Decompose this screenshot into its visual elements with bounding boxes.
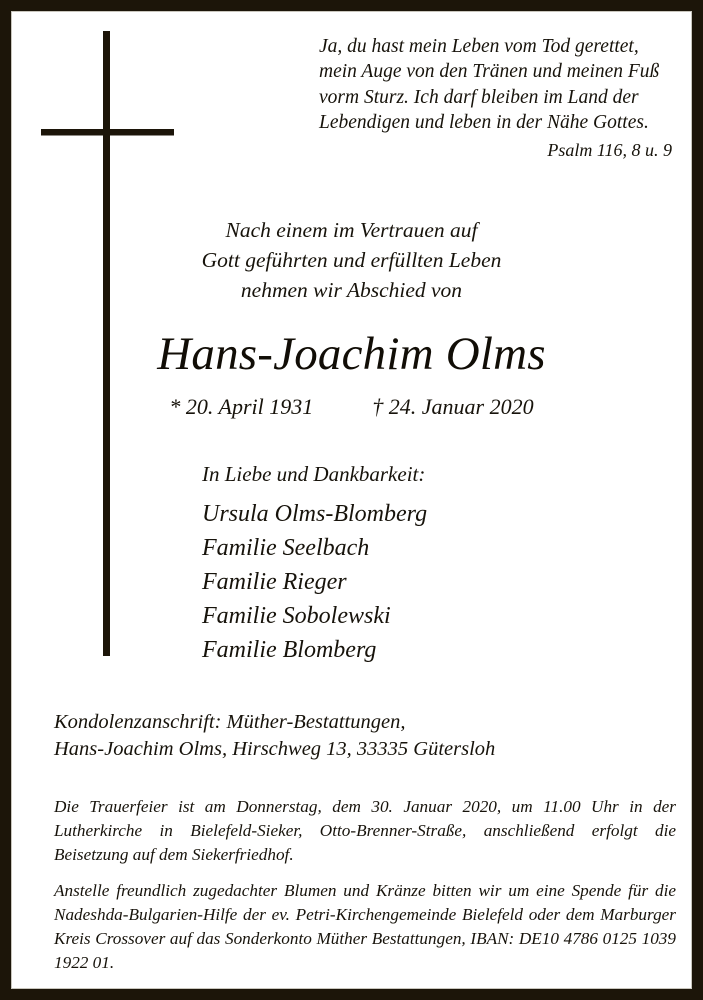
survivor-item: Familie Blomberg (202, 637, 377, 663)
donation-info: Anstelle freundlich zugedachter Blumen und Kränze bitten wir um eine Spende für die Nadeshda-Bulgarien-Hilfe der ev. Petri-Kirchengemeinde Bielefeld oder dem Marburger Kreis Crossover auf das Sonderkonto Müther Bestattungen, IBAN: DE10 4786 0125 1039 1922 01. (54, 881, 676, 972)
funeral-service-info: Die Trauerfeier ist am Donnerstag, dem 30. Januar 2020, um 11.00 Uhr in der Lutherkirche in Bielefeld-Sieker, Otto-Brenner-Straße, anschließend erfolgt die Beisetzung auf dem Siekerfriedhof. (54, 797, 676, 864)
intro-line-1: Nach einem im Vertrauen auf (225, 218, 478, 242)
condolence-line-1: Kondolenzanschrift: Müther-Bestattungen, (54, 711, 406, 733)
scripture-line-4: Ich darf bleiben im Land der Lebendigen (319, 86, 639, 134)
scripture-line-5: und leben in der Nähe Gottes. (414, 112, 649, 134)
condolence-address (54, 709, 674, 763)
survivor-item: Familie Rieger (202, 569, 347, 595)
obituary-inner-frame (11, 11, 692, 989)
scripture-line-3: und meinen Fuß vorm Sturz. (319, 61, 660, 108)
intro-line-3: nehmen wir Abschied von (240, 278, 463, 302)
scripture-quote (319, 34, 672, 163)
birth-date: * 20. April 1931 (169, 394, 314, 419)
survivor-item: Familie Seelbach (202, 535, 370, 561)
condolence-line-2: Hans-Joachim Olms, Hirschweg 13, 33335 Gütersloh (54, 738, 496, 760)
survivor-item: Ursula Olms-Blomberg (202, 501, 428, 527)
survivor-item: Familie Sobolewski (202, 603, 391, 629)
life-dates (12, 393, 691, 421)
deceased-name: Hans-Joachim Olms (157, 328, 546, 380)
introduction-text (12, 215, 691, 305)
survivors-heading: In Liebe und Dankbarkeit: (202, 462, 426, 486)
scripture-reference: Psalm 116, 8 u. 9 (547, 139, 672, 160)
death-date: † 24. Januar 2020 (372, 394, 534, 419)
intro-line-2: Gott geführten und erfüllten Leben (201, 248, 502, 272)
scripture-line-1: Ja, du hast mein Leben vom Tod gerettet, (319, 36, 639, 57)
survivors-block (202, 460, 427, 667)
scripture-line-2: mein Auge von den Tränen (319, 61, 528, 83)
